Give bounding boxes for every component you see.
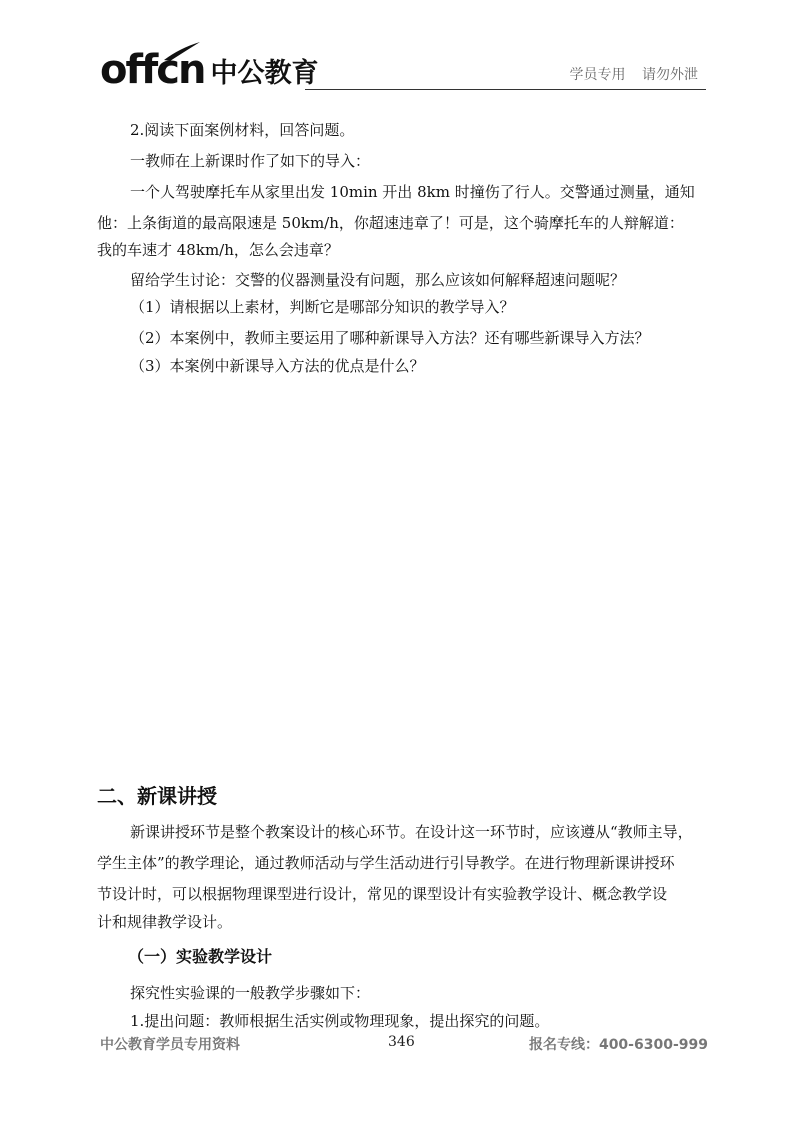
question-title: 2.阅读下面案例材料，回答问题。: [130, 121, 355, 139]
step-item: 1.提出问题：教师根据生活实例或物理现象，提出探究的问题。: [130, 1012, 550, 1030]
steps-intro: 探究性实验课的一般教学步骤如下：: [130, 984, 371, 1002]
paragraph-line: 计和规律教学设计。: [97, 913, 233, 931]
logo-english: offcn: [100, 47, 205, 93]
paragraph-line: 学生主体”的教学理论，通过教师活动与学生活动进行引导教学。在进行物理新课讲授环: [97, 854, 675, 872]
case-text-line: 一个人驾驶摩托车从家里出发 10min 开出 8km 时撞伤了行人。交警通过测量，通知: [130, 183, 695, 201]
page-footer: [100, 1034, 708, 1056]
logo-chinese: 中公教育: [210, 58, 319, 89]
footer-label: 中公教育学员专用资料: [100, 1037, 240, 1053]
sub-question-1: （1）请根据以上素材，判断它是哪部分知识的教学导入？: [130, 298, 515, 316]
page-number: 346: [388, 1034, 415, 1050]
case-text-line: 我的车速才 48km/h，怎么会违章？: [97, 241, 339, 259]
discussion-prompt: 留给学生讨论：交警的仪器测量没有问题，那么应该如何解释超速问题呢？: [130, 271, 626, 289]
subsection-title: （一）实验教学设计: [128, 947, 273, 966]
paragraph-line: 节设计时，可以根据物理课型进行设计，常见的课型设计有实验教学设计、概念教学设: [97, 885, 668, 903]
case-text-line: 他：上条街道的最高限速是 50km/h，你超速违章了！可是，这个骑摩托车的人辩解道：: [97, 214, 684, 232]
paragraph-line: 新课讲授环节是整个教案设计的核心环节。在设计这一环节时，应该遵从“教师主导，: [130, 823, 693, 841]
header-rule: [305, 89, 706, 90]
section-title: 二、新课讲授: [97, 784, 217, 808]
swoosh-icon: [162, 40, 202, 62]
sub-question-3: （3）本案例中新课导入方法的优点是什么？: [130, 357, 425, 375]
page-header: [100, 38, 706, 92]
sub-question-2: （2）本案例中，教师主要运用了哪种新课导入方法？还有哪些新课导入方法？: [130, 329, 650, 347]
case-intro: 一教师在上新课时作了如下的导入：: [130, 152, 371, 170]
hotline: 报名专线：400-6300-999: [528, 1037, 708, 1053]
confidential-tag: 学员专用 请勿外泄: [569, 67, 698, 83]
offcn-logo: [100, 40, 319, 93]
